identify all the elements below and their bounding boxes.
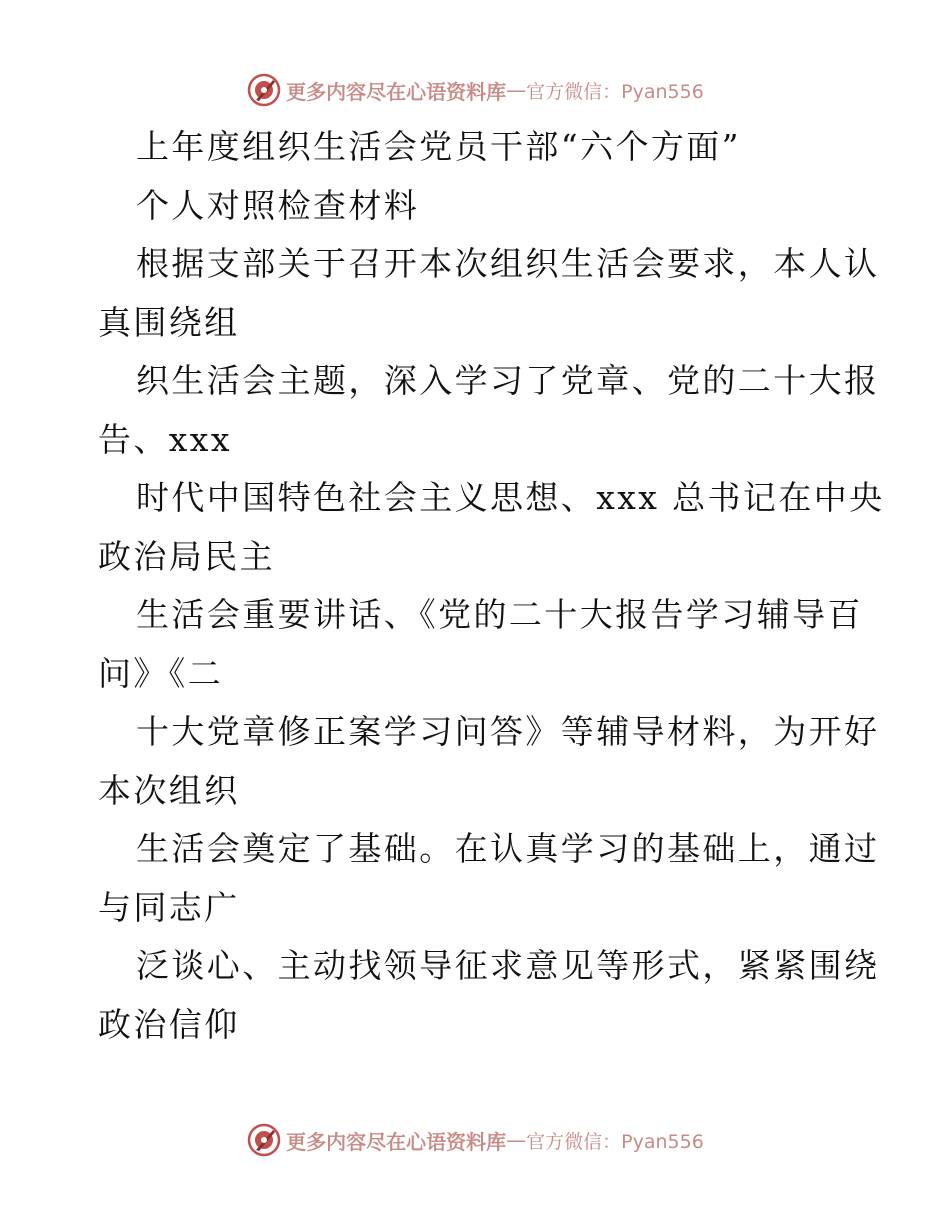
quill-logo-icon (246, 72, 282, 108)
document-body (98, 118, 885, 1054)
doc-line: 上年度组织生活会党员干部“六个方面” (136, 127, 741, 166)
doc-line: 织生活会主题，深入学习了党章、党的二十大报 (136, 361, 880, 400)
doc-line: 生活会奠定了基础。在认真学习的基础上，通过 (136, 829, 880, 868)
doc-line: 时代中国特色社会主义思想、xxx 总书记在中央 (136, 478, 885, 517)
doc-line: 本次组织 (98, 770, 240, 810)
watermark-wechat: 官方微信：Pyan556 (526, 1130, 704, 1153)
doc-line: 生活会重要讲话、《党的二十大报告学习辅导百 (136, 595, 863, 634)
doc-line: 告、xxx (98, 419, 232, 459)
watermark-wechat: 官方微信：Pyan556 (526, 80, 704, 103)
header-watermark (0, 68, 950, 112)
footer-watermark (0, 1118, 950, 1162)
doc-line: 与同志广 (98, 887, 240, 927)
doc-line: 十大党章修正案学习问答》等辅导材料，为开好 (136, 712, 880, 751)
doc-line: 个人对照检查材料 (136, 185, 420, 225)
doc-line: 政治信仰 (98, 1004, 240, 1044)
watermark-separator: — (506, 78, 527, 102)
doc-line: 根据支部关于召开本次组织生活会要求，本人认 (136, 244, 880, 283)
doc-line: 泛谈心、主动找领导征求意见等形式，紧紧围绕 (136, 946, 880, 985)
doc-line: 政治局民主 (98, 536, 275, 576)
watermark-separator: — (506, 1128, 527, 1152)
watermark-text: 更多内容尽在心语资料库 (286, 79, 507, 104)
doc-line: 问》《二 (98, 653, 224, 693)
doc-line: 真围绕组 (98, 302, 240, 342)
quill-logo-icon (246, 1122, 282, 1158)
watermark-text: 更多内容尽在心语资料库 (286, 1129, 507, 1154)
